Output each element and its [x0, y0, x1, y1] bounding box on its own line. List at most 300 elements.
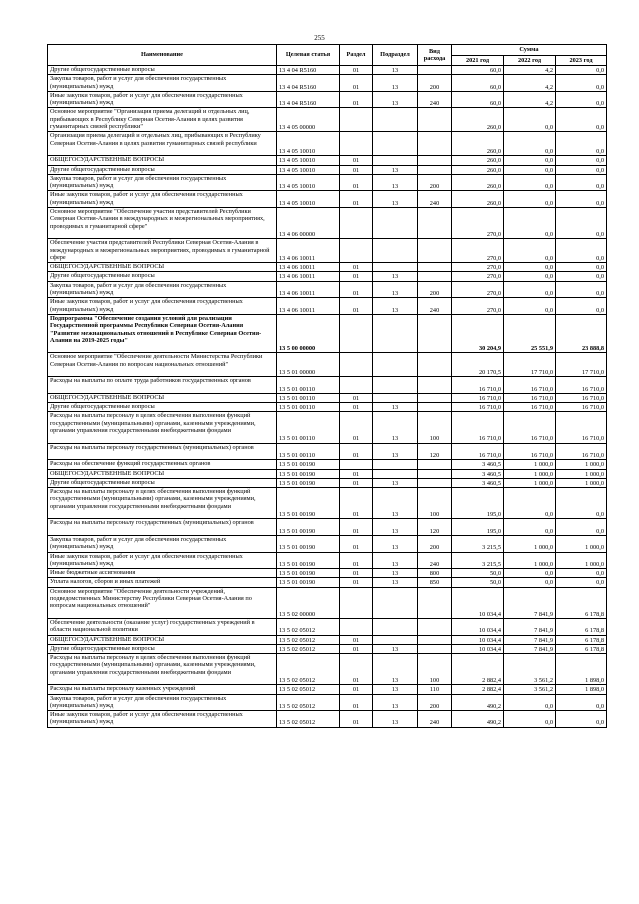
row-section-cell: [340, 353, 373, 377]
table-row: [48, 694, 607, 711]
row-value-2023: 0,0: [556, 108, 607, 132]
row-subsection-cell: 13: [373, 298, 418, 315]
row-value-2021: 16 710,0: [452, 412, 504, 443]
row-subsection-cell: 13: [373, 519, 418, 536]
row-name-cell: Закупка товаров, работ и услуг для обеспечения государственных (муниципальных) нужд: [48, 75, 277, 92]
row-section-cell: [340, 587, 373, 618]
header-subsection: Подраздел: [373, 45, 418, 66]
table-row: [48, 132, 607, 156]
row-expense-type-cell: 240: [418, 711, 452, 728]
row-section-cell: 01: [340, 535, 373, 552]
row-subsection-cell: [373, 108, 418, 132]
row-value-2021: 260,0: [452, 132, 504, 156]
table-row: [48, 412, 607, 443]
table-row: [48, 569, 607, 578]
row-value-2022: 16 710,0: [504, 412, 556, 443]
row-subsection-cell: 13: [373, 694, 418, 711]
table-row: [48, 272, 607, 281]
row-target-cell: 13 5 01 00110: [277, 412, 340, 443]
table-row: [48, 263, 607, 272]
row-value-2021: 16 710,0: [452, 443, 504, 460]
row-value-2022: 4,2: [504, 66, 556, 75]
header-year-2022: 2022 год: [504, 56, 556, 66]
row-section-cell: 01: [340, 488, 373, 519]
row-name-cell: Основное мероприятие "Организация приема делегаций и отдельных лиц, прибывающих в Республику Северная Осетия-Алания в целях развития гуманитарных связей республики": [48, 108, 277, 132]
row-value-2023: 0,0: [556, 569, 607, 578]
row-expense-type-cell: 100: [418, 488, 452, 519]
row-section-cell: 01: [340, 552, 373, 569]
row-target-cell: 13 4 05 10010: [277, 174, 340, 191]
row-expense-type-cell: 850: [418, 578, 452, 587]
row-target-cell: 13 5 01 00190: [277, 552, 340, 569]
header-year-2021: 2021 год: [452, 56, 504, 66]
row-expense-type-cell: [418, 587, 452, 618]
row-section-cell: 01: [340, 393, 373, 402]
row-value-2022: 0,0: [504, 239, 556, 263]
table-row: [48, 478, 607, 487]
table-row: [48, 488, 607, 519]
row-section-cell: 01: [340, 165, 373, 174]
table-row: [48, 635, 607, 644]
row-value-2023: 0,0: [556, 156, 607, 165]
row-target-cell: 13 4 05 10010: [277, 156, 340, 165]
row-name-cell: Другие общегосударственные вопросы: [48, 66, 277, 75]
row-expense-type-cell: 240: [418, 91, 452, 108]
row-expense-type-cell: 120: [418, 443, 452, 460]
row-target-cell: 13 4 05 10010: [277, 132, 340, 156]
row-value-2023: 6 178,8: [556, 635, 607, 644]
row-value-2021: 260,0: [452, 108, 504, 132]
row-subsection-cell: 13: [373, 272, 418, 281]
row-value-2023: 6 178,8: [556, 644, 607, 653]
row-name-cell: ОБЩЕГОСУДАРСТВЕННЫЕ ВОПРОСЫ: [48, 156, 277, 165]
row-value-2021: 270,0: [452, 298, 504, 315]
row-value-2021: 60,0: [452, 75, 504, 92]
row-subsection-cell: 13: [373, 711, 418, 728]
row-expense-type-cell: 800: [418, 569, 452, 578]
table-row: [48, 353, 607, 377]
row-target-cell: 13 4 04 R5160: [277, 66, 340, 75]
row-section-cell: [340, 377, 373, 394]
row-subsection-cell: 13: [373, 281, 418, 298]
row-target-cell: 13 5 02 05012: [277, 618, 340, 635]
row-expense-type-cell: [418, 353, 452, 377]
row-target-cell: 13 5 01 00190: [277, 569, 340, 578]
row-expense-type-cell: [418, 478, 452, 487]
row-value-2022: 0,0: [504, 108, 556, 132]
row-target-cell: 13 5 02 05012: [277, 635, 340, 644]
row-value-2021: 30 204,9: [452, 314, 504, 353]
row-value-2021: 20 170,5: [452, 353, 504, 377]
budget-table: [47, 44, 607, 728]
row-value-2022: 1 000,0: [504, 460, 556, 469]
row-value-2022: 0,0: [504, 156, 556, 165]
row-value-2023: 0,0: [556, 281, 607, 298]
row-target-cell: 13 5 01 00190: [277, 478, 340, 487]
row-name-cell: Другие общегосударственные вопросы: [48, 165, 277, 174]
row-value-2022: 4,2: [504, 91, 556, 108]
row-subsection-cell: [373, 353, 418, 377]
table-row: [48, 298, 607, 315]
row-value-2022: 0,0: [504, 711, 556, 728]
row-subsection-cell: [373, 377, 418, 394]
row-value-2023: 6 178,8: [556, 618, 607, 635]
row-value-2022: 1 000,0: [504, 552, 556, 569]
header-year-2023: 2023 год: [556, 56, 607, 66]
row-expense-type-cell: [418, 644, 452, 653]
row-value-2021: 270,0: [452, 263, 504, 272]
row-value-2021: 270,0: [452, 272, 504, 281]
table-row: [48, 165, 607, 174]
table-row: [48, 108, 607, 132]
table-row: [48, 519, 607, 536]
row-target-cell: 13 5 01 00110: [277, 377, 340, 394]
row-name-cell: Иные закупки товаров, работ и услуг для обеспечения государственных (муниципальных) нужд: [48, 91, 277, 108]
row-expense-type-cell: [418, 208, 452, 239]
row-target-cell: 13 5 01 00110: [277, 393, 340, 402]
row-name-cell: Организация приема делегаций и отдельных лиц, прибывающих в Республику Северная Осетия-Алания в целях развития гуманитарных связей республики: [48, 132, 277, 156]
row-target-cell: 13 5 01 00110: [277, 443, 340, 460]
row-name-cell: Основное мероприятие "Обеспечение деятельности учреждений, подведомственных Министерству Республики Северная Осетия-Алания по вопросам национальных отношений": [48, 587, 277, 618]
row-subsection-cell: [373, 239, 418, 263]
row-expense-type-cell: [418, 132, 452, 156]
row-target-cell: 13 5 02 05012: [277, 694, 340, 711]
row-value-2023: 0,0: [556, 711, 607, 728]
row-expense-type-cell: 200: [418, 75, 452, 92]
row-subsection-cell: [373, 314, 418, 353]
row-expense-type-cell: 200: [418, 281, 452, 298]
row-subsection-cell: 13: [373, 685, 418, 694]
table-row: [48, 156, 607, 165]
table-row: [48, 618, 607, 635]
row-value-2023: 0,0: [556, 298, 607, 315]
row-target-cell: 13 5 01 00000: [277, 353, 340, 377]
row-section-cell: 01: [340, 635, 373, 644]
row-target-cell: 13 5 02 00000: [277, 587, 340, 618]
table-row: [48, 66, 607, 75]
table-row: [48, 685, 607, 694]
row-expense-type-cell: [418, 239, 452, 263]
row-value-2023: 0,0: [556, 263, 607, 272]
row-target-cell: 13 4 06 10011: [277, 239, 340, 263]
row-section-cell: 01: [340, 644, 373, 653]
row-expense-type-cell: [418, 618, 452, 635]
row-value-2022: 16 710,0: [504, 443, 556, 460]
row-subsection-cell: [373, 618, 418, 635]
row-value-2023: 17 710,0: [556, 353, 607, 377]
row-value-2022: 16 710,0: [504, 403, 556, 412]
row-section-cell: 01: [340, 685, 373, 694]
row-subsection-cell: 13: [373, 535, 418, 552]
row-value-2023: 0,0: [556, 165, 607, 174]
row-expense-type-cell: [418, 403, 452, 412]
row-value-2021: 50,0: [452, 569, 504, 578]
row-value-2023: 0,0: [556, 75, 607, 92]
row-target-cell: 13 5 01 00190: [277, 469, 340, 478]
row-target-cell: 13 5 02 05012: [277, 685, 340, 694]
row-value-2022: 0,0: [504, 281, 556, 298]
row-value-2023: 1 898,0: [556, 654, 607, 685]
row-name-cell: Другие общегосударственные вопросы: [48, 272, 277, 281]
row-section-cell: 01: [340, 578, 373, 587]
row-section-cell: 01: [340, 281, 373, 298]
row-value-2021: 10 034,4: [452, 644, 504, 653]
row-subsection-cell: 13: [373, 66, 418, 75]
row-expense-type-cell: 200: [418, 535, 452, 552]
row-value-2023: 16 710,0: [556, 393, 607, 402]
row-name-cell: Основное мероприятие "Обеспечение деятельности Министерства Республики Северная Осетия-Алания по вопросам национальных отношений": [48, 353, 277, 377]
row-target-cell: 13 4 06 10011: [277, 272, 340, 281]
row-target-cell: 13 4 06 00000: [277, 208, 340, 239]
row-name-cell: Другие общегосударственные вопросы: [48, 403, 277, 412]
row-value-2022: 0,0: [504, 694, 556, 711]
row-subsection-cell: 13: [373, 165, 418, 174]
row-value-2021: 270,0: [452, 239, 504, 263]
row-value-2023: 1 898,0: [556, 685, 607, 694]
row-value-2022: 0,0: [504, 191, 556, 208]
row-value-2022: 7 841,9: [504, 587, 556, 618]
row-value-2021: 270,0: [452, 208, 504, 239]
row-subsection-cell: 13: [373, 488, 418, 519]
row-value-2022: 17 710,0: [504, 353, 556, 377]
row-value-2023: 0,0: [556, 694, 607, 711]
row-value-2023: 23 888,8: [556, 314, 607, 353]
row-value-2023: 0,0: [556, 191, 607, 208]
row-expense-type-cell: [418, 66, 452, 75]
row-expense-type-cell: [418, 469, 452, 478]
row-name-cell: Закупка товаров, работ и услуг для обеспечения государственных (муниципальных) нужд: [48, 535, 277, 552]
row-value-2022: 16 710,0: [504, 377, 556, 394]
row-subsection-cell: 13: [373, 91, 418, 108]
row-value-2023: 16 710,0: [556, 443, 607, 460]
row-value-2022: 25 551,9: [504, 314, 556, 353]
table-row: [48, 535, 607, 552]
row-expense-type-cell: [418, 460, 452, 469]
row-subsection-cell: 13: [373, 75, 418, 92]
row-section-cell: [340, 108, 373, 132]
row-expense-type-cell: [418, 156, 452, 165]
header-section: Раздел: [340, 45, 373, 66]
row-target-cell: 13 4 05 00000: [277, 108, 340, 132]
row-target-cell: 13 4 04 R5160: [277, 91, 340, 108]
row-value-2022: 16 710,0: [504, 393, 556, 402]
row-value-2023: 16 710,0: [556, 377, 607, 394]
table-row: [48, 403, 607, 412]
row-value-2022: 0,0: [504, 263, 556, 272]
row-name-cell: Иные закупки товаров, работ и услуг для обеспечения государственных (муниципальных) нужд: [48, 298, 277, 315]
row-expense-type-cell: 200: [418, 174, 452, 191]
row-value-2022: 1 000,0: [504, 478, 556, 487]
row-value-2021: 260,0: [452, 156, 504, 165]
row-value-2021: 3 460,5: [452, 469, 504, 478]
row-value-2023: 1 000,0: [556, 535, 607, 552]
row-section-cell: 01: [340, 519, 373, 536]
row-target-cell: 13 5 02 05012: [277, 711, 340, 728]
header-sum: Сумма: [452, 45, 607, 56]
header-name: Наименование: [48, 45, 277, 66]
row-expense-type-cell: 240: [418, 298, 452, 315]
row-value-2021: 260,0: [452, 165, 504, 174]
row-subsection-cell: [373, 587, 418, 618]
row-target-cell: 13 4 06 10011: [277, 298, 340, 315]
row-value-2023: 1 000,0: [556, 552, 607, 569]
row-value-2021: 50,0: [452, 578, 504, 587]
row-value-2022: 0,0: [504, 132, 556, 156]
row-expense-type-cell: 240: [418, 552, 452, 569]
row-expense-type-cell: [418, 165, 452, 174]
row-value-2022: 7 841,9: [504, 618, 556, 635]
row-expense-type-cell: [418, 108, 452, 132]
row-section-cell: 01: [340, 569, 373, 578]
row-target-cell: 13 4 04 R5160: [277, 75, 340, 92]
row-name-cell: Расходы на выплаты персоналу в целях обеспечения выполнения функций государственными (муниципальными) органами, казенными учреждениями, органами управления государственными внебюджетными фондами: [48, 654, 277, 685]
row-target-cell: 13 4 06 10011: [277, 263, 340, 272]
row-subsection-cell: [373, 469, 418, 478]
row-section-cell: 01: [340, 711, 373, 728]
row-section-cell: 01: [340, 91, 373, 108]
row-value-2021: 2 882,4: [452, 685, 504, 694]
table-row: [48, 587, 607, 618]
row-section-cell: 01: [340, 478, 373, 487]
row-target-cell: 13 5 01 00190: [277, 535, 340, 552]
row-value-2022: 0,0: [504, 208, 556, 239]
row-value-2022: 3 561,2: [504, 654, 556, 685]
row-name-cell: Обеспечение деятельности (оказание услуг) государственных учреждений в области национальной политики: [48, 618, 277, 635]
table-row: [48, 91, 607, 108]
row-name-cell: Основное мероприятие "Обеспечение участия представителей Республики Северная Осетия-Алания в международных и межрегиональных мероприятиях, проводимых в гуманитарной сфере": [48, 208, 277, 239]
row-value-2022: 0,0: [504, 488, 556, 519]
table-row: [48, 75, 607, 92]
row-section-cell: 01: [340, 174, 373, 191]
row-value-2021: 10 034,4: [452, 618, 504, 635]
row-section-cell: 01: [340, 298, 373, 315]
row-name-cell: ОБЩЕГОСУДАРСТВЕННЫЕ ВОПРОСЫ: [48, 635, 277, 644]
row-value-2021: 260,0: [452, 191, 504, 208]
row-section-cell: [340, 460, 373, 469]
row-value-2022: 3 561,2: [504, 685, 556, 694]
row-target-cell: 13 5 02 05012: [277, 644, 340, 653]
row-target-cell: 13 5 01 00110: [277, 403, 340, 412]
row-name-cell: Иные бюджетные ассигнования: [48, 569, 277, 578]
row-section-cell: 01: [340, 156, 373, 165]
row-section-cell: 01: [340, 443, 373, 460]
row-value-2021: 270,0: [452, 281, 504, 298]
row-section-cell: 01: [340, 191, 373, 208]
row-target-cell: 13 4 05 10010: [277, 165, 340, 174]
row-expense-type-cell: [418, 635, 452, 644]
table-row: [48, 208, 607, 239]
row-value-2021: 2 882,4: [452, 654, 504, 685]
row-subsection-cell: 13: [373, 443, 418, 460]
row-name-cell: Обеспечение участия представителей Республики Северная Осетия-Алания в международных и межрегиональных мероприятиях, проводимых в гуманитарной сфере: [48, 239, 277, 263]
table-row: [48, 191, 607, 208]
row-value-2021: 10 034,4: [452, 635, 504, 644]
row-value-2022: 7 841,9: [504, 644, 556, 653]
row-name-cell: Закупка товаров, работ и услуг для обеспечения государственных (муниципальных) нужд: [48, 281, 277, 298]
row-section-cell: 01: [340, 694, 373, 711]
row-value-2022: 1 000,0: [504, 469, 556, 478]
row-expense-type-cell: [418, 314, 452, 353]
row-expense-type-cell: 240: [418, 191, 452, 208]
row-name-cell: Расходы на обеспечение функций государственных органов: [48, 460, 277, 469]
row-section-cell: [340, 314, 373, 353]
row-subsection-cell: [373, 208, 418, 239]
table-row: [48, 552, 607, 569]
row-value-2023: 1 000,0: [556, 469, 607, 478]
row-value-2021: 16 710,0: [452, 393, 504, 402]
row-subsection-cell: 13: [373, 174, 418, 191]
row-subsection-cell: 13: [373, 654, 418, 685]
row-value-2021: 16 710,0: [452, 377, 504, 394]
row-expense-type-cell: 120: [418, 519, 452, 536]
row-value-2023: 0,0: [556, 578, 607, 587]
row-expense-type-cell: [418, 393, 452, 402]
row-expense-type-cell: [418, 263, 452, 272]
row-subsection-cell: [373, 156, 418, 165]
row-value-2023: 6 178,8: [556, 587, 607, 618]
row-subsection-cell: [373, 635, 418, 644]
row-expense-type-cell: [418, 272, 452, 281]
row-subsection-cell: 13: [373, 403, 418, 412]
table-row: [48, 711, 607, 728]
row-value-2021: 490,2: [452, 694, 504, 711]
row-section-cell: 01: [340, 412, 373, 443]
table-row: [48, 654, 607, 685]
row-expense-type-cell: 100: [418, 654, 452, 685]
row-section-cell: 01: [340, 66, 373, 75]
row-target-cell: 13 5 02 05012: [277, 654, 340, 685]
row-subsection-cell: 13: [373, 412, 418, 443]
row-subsection-cell: 13: [373, 578, 418, 587]
row-subsection-cell: 13: [373, 644, 418, 653]
row-subsection-cell: 13: [373, 552, 418, 569]
row-section-cell: 01: [340, 469, 373, 478]
row-name-cell: Расходы на выплаты персоналу казенных учреждений: [48, 685, 277, 694]
row-value-2022: 1 000,0: [504, 535, 556, 552]
row-name-cell: Расходы на выплаты персоналу государственных (муниципальных) органов: [48, 519, 277, 536]
row-value-2021: 3 460,5: [452, 460, 504, 469]
table-row: [48, 314, 607, 353]
row-value-2023: 1 000,0: [556, 460, 607, 469]
row-value-2021: 195,0: [452, 488, 504, 519]
table-row: [48, 443, 607, 460]
row-name-cell: Расходы на выплаты персоналу в целях обеспечения выполнения функций государственными (муниципальными) органами, казенными учреждениями, органами управления государственными внебюджетными фондами: [48, 412, 277, 443]
row-value-2023: 0,0: [556, 174, 607, 191]
row-value-2021: 260,0: [452, 174, 504, 191]
row-target-cell: 13 5 01 00190: [277, 519, 340, 536]
row-name-cell: Закупка товаров, работ и услуг для обеспечения государственных (муниципальных) нужд: [48, 694, 277, 711]
row-target-cell: 13 4 05 10010: [277, 191, 340, 208]
row-expense-type-cell: [418, 377, 452, 394]
row-value-2022: 7 841,9: [504, 635, 556, 644]
row-value-2021: 60,0: [452, 91, 504, 108]
row-value-2023: 0,0: [556, 132, 607, 156]
row-name-cell: Расходы на выплаты персоналу в целях обеспечения выполнения функций государственными (муниципальными) органами, казенными учреждениями, органами управления государственными внебюджетными фондами: [48, 488, 277, 519]
row-value-2023: 0,0: [556, 272, 607, 281]
row-name-cell: Подпрограмма "Обеспечение создания условий для реализации Государственной программы Республики Северная Осетия-Алания "Развитие межнациональных отношений в Республике Северная Осетия-Алания на 2019-2025 годы": [48, 314, 277, 353]
row-section-cell: 01: [340, 272, 373, 281]
row-section-cell: 01: [340, 75, 373, 92]
row-value-2021: 10 034,4: [452, 587, 504, 618]
row-subsection-cell: [373, 263, 418, 272]
row-name-cell: Другие общегосударственные вопросы: [48, 644, 277, 653]
row-value-2021: 16 710,0: [452, 403, 504, 412]
row-value-2021: 3 215,5: [452, 552, 504, 569]
row-name-cell: Закупка товаров, работ и услуг для обеспечения государственных (муниципальных) нужд: [48, 174, 277, 191]
row-value-2023: 0,0: [556, 208, 607, 239]
row-subsection-cell: [373, 393, 418, 402]
row-value-2022: 4,2: [504, 75, 556, 92]
